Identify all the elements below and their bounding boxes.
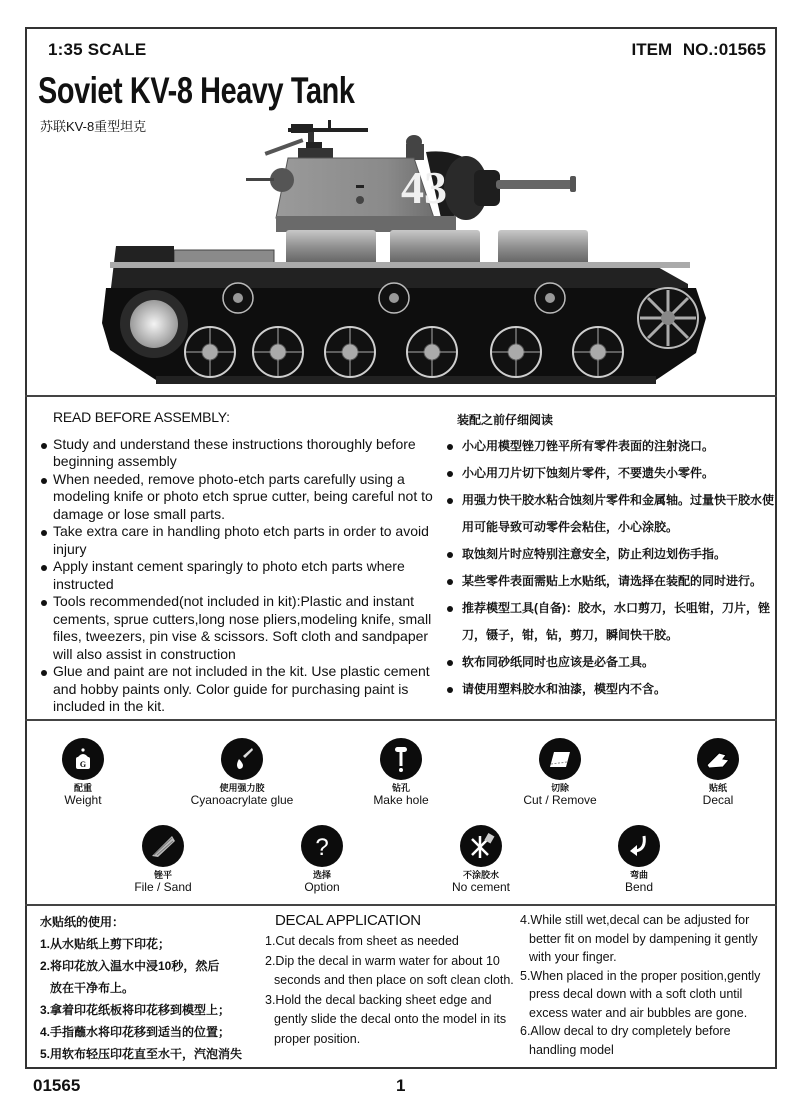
decal-step-cn: 4.手指蘸水将印花移到适当的位置； <box>40 1025 231 1039</box>
cut-icon <box>539 738 581 780</box>
page-number: 1 <box>396 1076 406 1095</box>
decal-heading-cn: 水贴纸的使用： <box>40 915 125 929</box>
note-item-cn: 取蚀刻片时应特别注意安全，防止利边划伤手指。 <box>445 541 775 568</box>
option-icon <box>301 825 343 867</box>
note-item: Glue and paint are not included in the kit. Use plastic cement and hobby paints only. Color guide for purchasing paint is included in the kit. <box>38 663 438 716</box>
note-item-cn: 某些零件表面需贴上水贴纸，请选择在装配的同时进行。 <box>445 568 775 595</box>
decal-step-cn: 放在干净布上。 <box>50 981 135 995</box>
svg-text:G: G <box>79 760 87 769</box>
symbol-make-hole <box>331 738 471 807</box>
symbol-label-cn: 钻孔 <box>391 783 410 793</box>
symbol-bend <box>569 825 709 894</box>
symbol-label-cn: 贴纸 <box>708 783 727 793</box>
note-item-cn: 请使用塑料胶水和油漆，模型内不含。 <box>445 676 775 703</box>
symbol-label-cn: 选择 <box>312 870 331 880</box>
notes-heading-cn: 装配之前仔细阅读 <box>457 413 554 427</box>
symbol-label-cn: 使用强力胶 <box>219 783 265 793</box>
note-item-cn: 软布同砂纸同时也应该是必备工具。 <box>445 649 775 676</box>
decal-step: 5.When placed in the proper position,gently press decal down with a soft cloth until excess water and air bubbles are gone. <box>520 968 761 1020</box>
decal-step: 4.While still wet,decal can be adjusted for better fit on model by dampening it gently with your finger. <box>520 913 758 964</box>
decal-heading-en: DECAL APPLICATION <box>275 912 421 929</box>
symbol-decal <box>648 738 788 807</box>
symbol-label-en: Cyanoacrylate glue <box>190 793 294 807</box>
glue-icon <box>221 738 263 780</box>
symbol-label-en: Weight <box>64 793 102 807</box>
divider-tank <box>25 395 777 397</box>
divider-notes <box>25 719 777 721</box>
symbol-file-sand <box>93 825 233 894</box>
symbol-label-en: No cement <box>451 880 511 894</box>
decal-icon <box>697 738 739 780</box>
decal-application-en <box>265 911 520 1049</box>
symbol-cyanoacrylate-glue <box>172 738 312 807</box>
symbol-label-cn: 锉平 <box>153 870 172 880</box>
weight-icon <box>62 738 104 780</box>
note-item-cn: 小心用模型锉刀锉平所有零件表面的注射浇口。 <box>445 433 775 460</box>
symbol-label-en: Bend <box>624 880 654 894</box>
symbol-weight <box>13 738 153 807</box>
note-item: Take extra care in handling photo etch parts in order to avoid injury <box>38 523 438 558</box>
decal-application-en-continued <box>520 911 775 1059</box>
note-item: Tools recommended(not included in kit):Plastic and instant cements, sprue cutters,long nose pliers,modeling knife, small files, tweezers, pin vise & scissors. Soft cloth and sandpaper will also assist in construction <box>38 593 438 663</box>
page-subtitle-cn: 苏联KV-8重型坦克 <box>40 119 147 134</box>
decal-step: 2.Dip the decal in warm water for about 10 seconds and then place on soft clean cloth. <box>265 953 514 987</box>
symbol-cut-remove <box>490 738 630 807</box>
decal-step-cn: 2.将印花放入温水中浸10秒，然后 <box>40 959 220 973</box>
symbol-label-cn: 切除 <box>550 783 569 793</box>
note-item-cn: 小心用刀片切下蚀刻片零件，不要遗失小零件。 <box>445 460 775 487</box>
symbol-label-cn: 弯曲 <box>629 870 648 880</box>
symbol-label-en: Option <box>304 880 340 894</box>
decal-step: 6.Allow decal to dry completely before handling model <box>520 1024 731 1057</box>
scale-label: 1:35 SCALE <box>48 40 147 59</box>
note-item-cn: 推荐模型工具(自备)：胶水，水口剪刀，长咀钳，刀片，锉刀，镊子，钳，钻，剪刀，瞬间快干胶。 <box>445 595 775 649</box>
decal-application-cn <box>40 911 260 1065</box>
notes-heading-en: READ BEFORE ASSEMBLY: <box>53 409 230 425</box>
turret-number: 43 <box>401 162 447 213</box>
read-before-assembly-en <box>38 409 438 716</box>
note-item: Apply instant cement sparingly to photo etch parts where instructed <box>38 558 438 593</box>
decal-step-cn: 3.拿着印花纸板将印花移到模型上； <box>40 1003 231 1017</box>
symbol-option <box>252 825 392 894</box>
svg-text:?: ? <box>315 834 329 861</box>
decal-step: 1.Cut decals from sheet as needed <box>265 934 459 948</box>
symbol-label-en: File / Sand <box>134 880 192 894</box>
decal-step-cn: 1.从水贴纸上剪下印花； <box>40 937 171 951</box>
page-title: Soviet KV-8 Heavy Tank <box>38 70 355 111</box>
file-icon <box>142 825 184 867</box>
footer-item-code: 01565 <box>33 1076 81 1095</box>
drill-icon <box>380 738 422 780</box>
no-cement-icon <box>460 825 502 867</box>
decal-step: 3.Hold the decal backing sheet edge and gently slide the decal onto the model in its proper position. <box>265 992 507 1046</box>
note-item: Study and understand these instructions thoroughly before beginning assembly <box>38 436 438 471</box>
note-item: When needed, remove photo-etch parts carefully using a modeling knife or photo etch sprue cutter, being careful not to damage or lose small parts. <box>38 471 438 524</box>
symbol-label-cn: 配重 <box>73 783 92 793</box>
bend-icon <box>618 825 660 867</box>
divider-symbols <box>25 904 777 906</box>
tank-illustration <box>96 118 716 390</box>
symbol-label-en: Decal <box>702 793 734 807</box>
symbol-no-cement <box>411 825 551 894</box>
symbol-label-en: Make hole <box>373 793 429 807</box>
read-before-assembly-cn <box>445 410 775 703</box>
decal-step-cn: 5.用软布轻压印花直至水干，汽泡消失 <box>40 1047 243 1061</box>
item-number: ITEM NO.:01565 <box>631 40 766 59</box>
note-item-cn: 用强力快干胶水粘合蚀刻片零件和金属轴。过量快干胶水使用可能导致可动零件会粘住，小心涂胶。 <box>445 487 775 541</box>
symbol-label-en: Cut / Remove <box>523 793 597 807</box>
symbol-label-cn: 不涂胶水 <box>462 870 499 880</box>
